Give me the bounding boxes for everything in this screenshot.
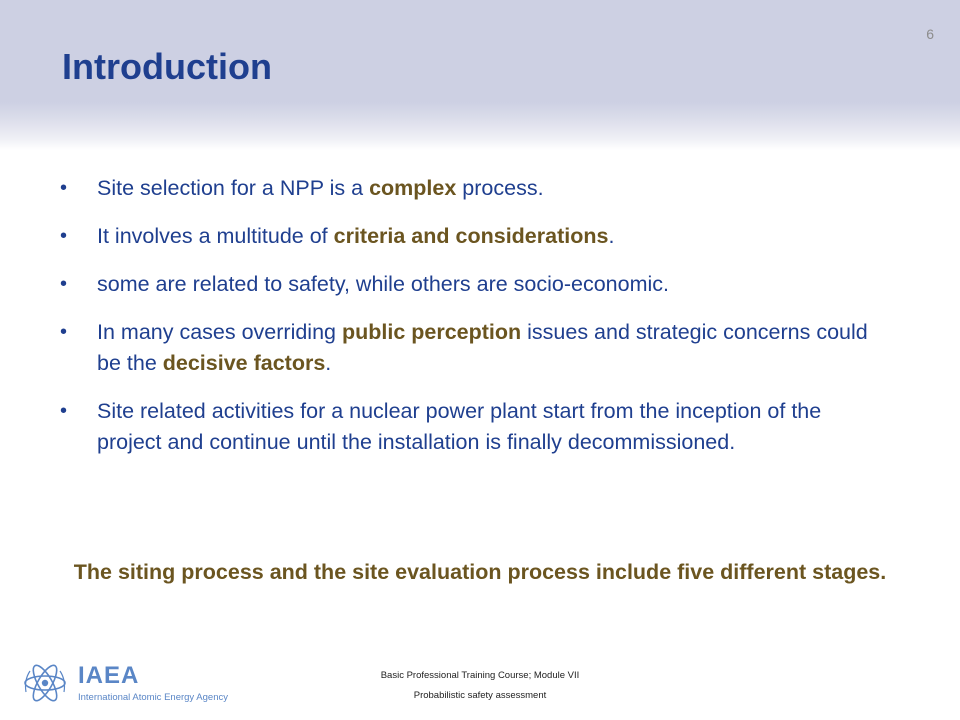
summary-statement: The siting process and the site evaluation process include five different stages. — [73, 560, 887, 584]
bullet-marker: • — [60, 273, 68, 295]
logo-text: IAEA — [78, 662, 140, 689]
bullet-item — [60, 221, 890, 252]
bullet-marker: • — [60, 177, 68, 199]
footer-course: Basic Professional Training Course; Module VII — [380, 670, 580, 681]
emphasis-text: public perception — [341, 320, 522, 344]
bullet-text: . — [325, 351, 332, 375]
bullet-text: process. — [456, 176, 544, 200]
emphasis-text: criteria and considerations — [333, 224, 609, 248]
bullet-text: Site related activities for a nuclear power plant start from the inception of the project and continue until the installation is finally decommissioned. — [97, 399, 822, 454]
slide-title: Introduction — [62, 46, 272, 87]
bullet-text: Site selection for a NPP is a — [97, 176, 370, 200]
bullet-marker: • — [60, 321, 68, 343]
iaea-logo — [20, 658, 240, 708]
bullet-text: some are related to safety, while others are socio-economic. — [97, 272, 670, 296]
bullet-item — [60, 269, 890, 300]
emphasis-text: decisive factors — [162, 351, 326, 375]
bullet-text: It involves a multitude of — [97, 224, 334, 248]
footer-topic: Probabilistic safety assessment — [413, 690, 547, 701]
emphasis-text: complex — [369, 176, 457, 200]
iaea-emblem-icon — [20, 658, 70, 708]
bullet-item — [60, 317, 890, 379]
slide-number: 6 — [926, 26, 934, 42]
bullet-item — [60, 173, 890, 204]
bullet-list — [60, 173, 890, 475]
bullet-text: . — [608, 224, 615, 248]
bullet-item — [60, 396, 890, 458]
bullet-text: issues and strategic concerns could be the — [97, 320, 868, 375]
bullet-marker: • — [60, 225, 68, 247]
bullet-text: In many cases overriding — [97, 320, 342, 344]
logo-subtitle: International Atomic Energy Agency — [78, 692, 228, 703]
bullet-marker: • — [60, 400, 68, 422]
